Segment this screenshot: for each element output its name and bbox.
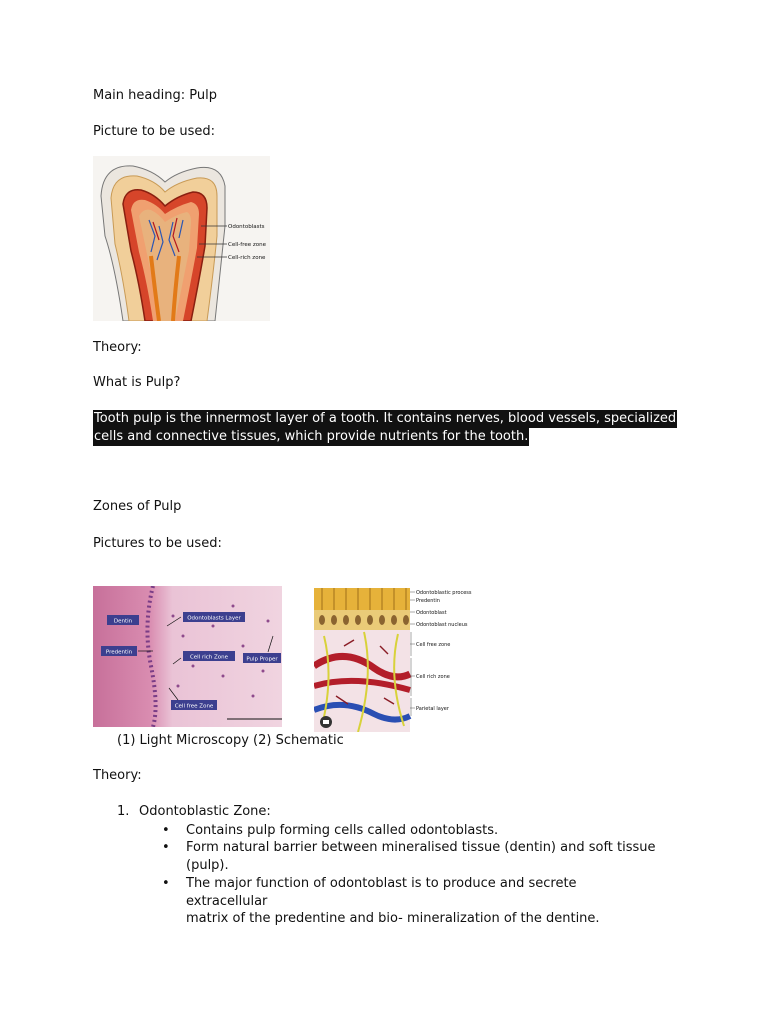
- schematic-label-odontoblast-nucleus: Odontoblast nucleus: [416, 622, 468, 628]
- list-number: 1.: [117, 804, 130, 819]
- tooth-label-cell-rich-zone: Cell-rich zone: [228, 255, 266, 261]
- list-item-odontoblastic-zone: [117, 804, 271, 819]
- definition-highlight: [93, 410, 677, 446]
- bullet-icon: •: [162, 876, 170, 891]
- picture-label: Picture to be used:: [93, 124, 216, 139]
- theory-label: Theory:: [93, 340, 142, 355]
- schematic-label-odontoblast: Odontoblast: [416, 610, 447, 616]
- schematic-label-predentin: Predentin: [416, 598, 440, 604]
- definition-line-2: cells and connective tissues, which provide nutrients for the tooth.: [94, 429, 529, 444]
- schematic-label-cell-free-zone: Cell free zone: [416, 642, 451, 648]
- micro-label-pulp-proper: Pulp Proper: [246, 656, 278, 663]
- schematic-label-parietal-layer: Parietal layer: [416, 706, 449, 712]
- schematic-image: [314, 586, 478, 732]
- bullet-icon: •: [162, 823, 170, 838]
- bullet-text-line: Contains pulp forming cells called odontoblasts.: [186, 823, 499, 838]
- definition-line-1: Tooth pulp is the innermost layer of a tooth. It contains nerves, blood vessels, specialized: [94, 411, 677, 426]
- main-heading: Main heading: Pulp: [93, 88, 217, 103]
- tooth-diagram: [93, 156, 270, 321]
- bullet-icon: •: [162, 840, 170, 855]
- bullet-text-line: matrix of the predentine and bio- mineralization of the dentine.: [186, 911, 600, 926]
- schematic-label-cell-rich-zone: Cell rich zone: [416, 674, 450, 680]
- figure-caption: (1) Light Microscopy (2) Schematic: [117, 733, 344, 748]
- tooth-label-odontoblasts: Odontoblasts: [228, 224, 265, 230]
- zones-heading: Zones of Pulp: [93, 499, 182, 514]
- bullet-text-line: Form natural barrier between mineralised tissue (dentin) and soft tissue: [186, 840, 656, 855]
- micro-label-odontoblasts-layer: Odontoblasts Layer: [187, 615, 241, 622]
- micro-label-dentin: Dentin: [113, 618, 133, 625]
- bullet-text-line: The major function of odontoblast is to produce and secrete extracellular: [186, 876, 577, 909]
- tooth-label-cell-free-zone: Cell-free zone: [228, 242, 266, 248]
- pictures-label: Pictures to be used:: [93, 536, 222, 551]
- bullet-text-line: (pulp).: [186, 857, 229, 873]
- list-title: Odontoblastic Zone:: [139, 804, 271, 819]
- micro-label-cell-rich-zone: Cell rich Zone: [189, 654, 229, 661]
- light-microscopy-image: [93, 586, 282, 727]
- question-heading: What is Pulp?: [93, 375, 181, 390]
- theory-label-2: Theory:: [93, 768, 142, 783]
- schematic-label-odontoblastic-process: Odontoblastic process: [416, 590, 472, 596]
- micro-label-predentin: Predentin: [105, 649, 133, 656]
- micro-label-cell-free-zone: Cell free Zone: [174, 703, 214, 710]
